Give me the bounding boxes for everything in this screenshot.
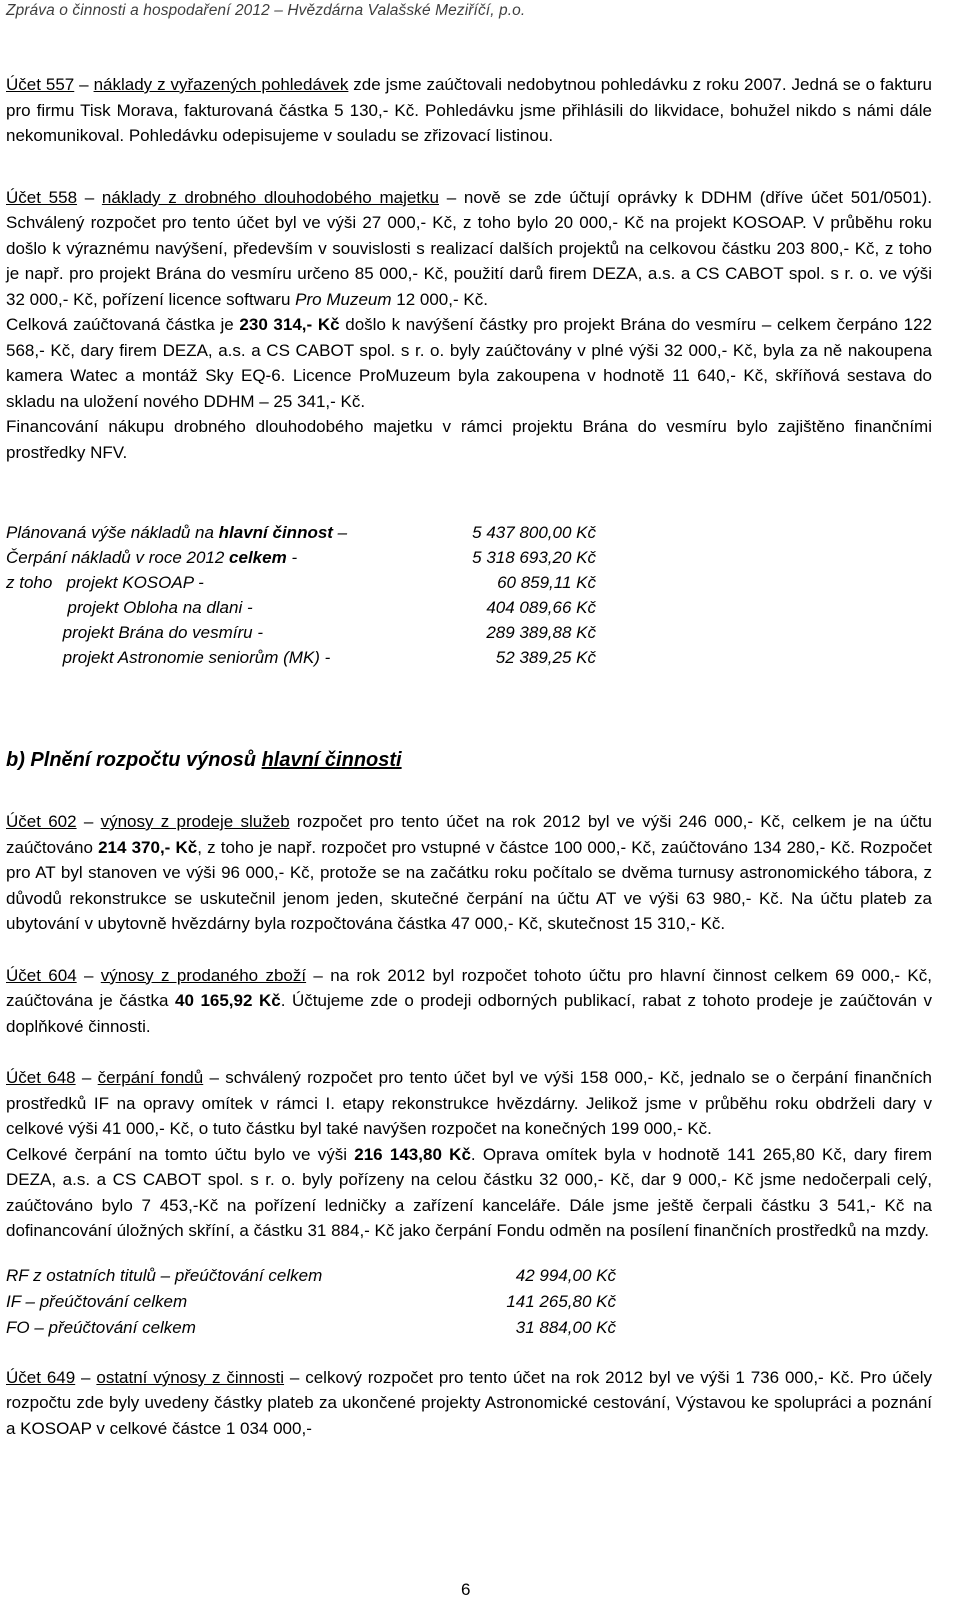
budget-row [6,523,626,548]
budget-value: 60 859,11 Kč [497,573,596,592]
paragraph-account-557: Účet 557 – náklady z vyřazených pohledávek zde jsme zaúčtovali nedobytnou pohledávku z roku 2007. Jedná se o fakturu pro firmu Tisk Morava, fakturovaná částka 5 130,- Kč. Pohledávku jsme přihlásili do likvidace, bohužel nikdo s námi dále nekomunikoval. Pohledávku odepisujeme v souladu se zřizovací listinou. [6,75,932,145]
account-number: Účet 648 [6,1068,76,1087]
paragraph-648-detail: Celkové čerpání na tomto účtu bylo ve výši 216 143,80 Kč. Oprava omítek byla v hodnotě 141 265,80 Kč, dary firem DEZA, a.s. a CS CABOT spol. s r. o. byly pořízeny na celou částku 32 000,- Kč, dar 9 000,- Kč jsme nedočerpali celý, zaúčtováno bylo 7 453,-Kč na pořízení ledničky a zařízení kanceláře. Dále jsme ještě čerpali částku 3 541,- Kč na dofinancování úložných skříní, a částku 31 884,- Kč jako čerpání Fondu odměn na posílení finančních prostředků na mzdy. [6,1144,932,1240]
funds-value: 141 265,80 Kč [506,1291,616,1311]
budget-row [6,598,626,623]
paragraph-account-649: Účet 649 – ostatní výnosy z činnosti – celkový rozpočet pro tento účet na rok 2012 byl ve výši 1 736 000,- Kč. Pro účely rozpočtu zde byly uvedeny částky plateb za ukončené projekty Astronomické cestování, Výstavou ke spolupráci a poznání a KOSOAP v celkové částce 1 034 000,- [6,1367,932,1438]
paragraph-account-604: Účet 604 – výnosy z prodaného zboží – na rok 2012 byl rozpočet tohoto účtu pro hlavní činnost celkem 69 000,- Kč, zaúčtována je částka 40 165,92 Kč. Účtujeme zde o prodeji odborných publikací, rabat z tohoto prodeje je zaúčtován v doplňkové činnosti. [6,965,933,1036]
account-topic: výnosy z prodeje služeb [100,812,290,831]
budget-label: projekt Astronomie seniorům (MK) - [6,648,331,667]
account-number: Účet 557 [6,75,75,94]
budget-row [6,648,626,673]
paragraph-text: nově se zde účtují oprávky k DDHM (dříve účet 501/0501). Schválený rozpočet pro tento účet byl ve výši 27 000,- Kč, z toho bylo 20 000,- Kč na projekt KOSOAP. V průběhu roku došlo k výraznému navýšení, především v souvislosti s realizací dalších projektů na celkovou částku 203 800,- Kč, z toho je např. pro projekt Brána do vesmíru určeno 85 000,- Kč, použití darů firem DEZA, a.s. a CS CABOT spol. s r. o. ve výši 32 000,- Kč, pořízení licence softwaru [6,187,932,309]
budget-value: 52 389,25 Kč [495,648,596,667]
budget-value: 5 318 693,20 Kč [472,548,596,567]
budget-label: z toho projekt KOSOAP - [6,573,204,592]
budget-label: Čerpání nákladů v roce 2012 celkem - [6,548,298,567]
budget-summary [6,495,932,667]
paragraph-text-end: 12 000,- Kč. [391,289,488,309]
total-amount: 230 314,- Kč [239,315,340,334]
funds-row [6,1266,646,1291]
paragraph-account-648: Účet 648 – čerpání fondů – schválený rozpočet pro tento účet byl ve výši 158 000,- Kč, jednalo se o čerpání finančních prostředků IF na opravy omítek v rámci I. etapy rekonstrukce hvězdárny. Jelikož jsme v průběhu roku obdrželi dary v celkové výši 41 000,- Kč, o tuto částku byl také navýšen rozpočet na konečných 199 000,- Kč. [6,1068,933,1138]
account-number: Účet 558 [6,187,78,207]
funds-value: 42 994,00 Kč [515,1265,616,1285]
budget-label: Plánovaná výše nákladů na hlavní činnost – [6,523,348,542]
section-title: b) Plnění rozpočtu výnosů hlavní činnosti [6,749,402,771]
budget-label: projekt Brána do vesmíru - [6,623,263,642]
funds-value: 31 884,00 Kč [515,1317,616,1337]
paragraph-558-total [6,312,932,414]
account-topic: čerpání fondů [97,1068,204,1087]
page-number: 6 [461,1580,471,1599]
paragraph-558-financing: Financování nákupu drobného dlouhodobého majetku v rámci projektu Brána do vesmíru bylo zajištěno finančními prostředky NFV. [6,417,932,462]
funds-label: RF z ostatních titulů – přeúčtování celkem [6,1265,323,1285]
paragraph-text: zde jsme zaúčtovali nedobytnou pohledávku z roku 2007. Jedná se o fakturu pro firmu Tisk Morava, fakturovaná částka 5 130,- Kč. Pohledávku jsme přihlásili do likvidace, bohužel nikdo s námi dále nekomunikoval. Pohledávku odepisujeme v souladu se zřizovací listinou. [6,75,932,145]
funds-summary [6,1266,932,1343]
account-topic: výnosy z prodaného zboží [100,965,307,985]
account-number: Účet 649 [6,1367,76,1387]
funds-row [6,1318,646,1343]
paragraph-account-602: Účet 602 – výnosy z prodeje služeb rozpočet pro tento účet na rok 2012 byl ve výši 246 000,- Kč, celkem je na účtu zaúčtováno 214 370,- Kč, z toho je např. rozpočet pro vstupné v částce 100 000,- Kč, zaúčtováno 134 280,- Kč. Rozpočet pro AT byl stanoven ve výši 96 000,- Kč, protože se na začátku roku počítalo se dvěma turnusy astronomického tábora, z důvodů rekonstrukce se uskutečnil jenom jeden, skutečné čerpání na účtu AT ve výši 63 980,- Kč. Na účtu plateb za ubytování v ubytovně hvězdárny byla rozpočtována částka 47 000,- Kč, skutečnost 15 310,- Kč. [6,812,933,933]
software-name: Pro Muzeum [295,289,392,309]
budget-value: 289 389,88 Kč [486,623,596,642]
total-text: Celková zaúčtovaná částka je [6,315,240,334]
funds-label: IF – přeúčtování celkem [6,1291,188,1311]
funds-label: FO – přeúčtování celkem [6,1317,196,1337]
budget-row [6,623,626,648]
budget-row [6,548,626,573]
budget-value: 5 437 800,00 Kč [472,523,596,542]
funds-row [6,1292,646,1317]
account-number: Účet 602 [6,812,77,831]
account-topic: náklady z vyřazených pohledávek [93,75,349,94]
budget-value: 404 089,66 Kč [486,598,596,617]
paragraph-account-558: Účet 558 – náklady z drobného dlouhodobého majetku – nově se zde účtují oprávky k DDHM (dříve účet 501/0501). Schválený rozpočet pro tento účet byl ve výši 27 000,- Kč, z toho bylo 20 000,- Kč na projekt KOSOAP. V průběhu roku došlo k výraznému navýšení, především v souvislosti s realizací dalších projektů na celkovou částku 203 800,- Kč, z toho je např. pro projekt Brána do vesmíru určeno 85 000,- Kč, použití darů firem DEZA, a.s. a CS CABOT spol. s r. o. ve výši 32 000,- Kč, pořízení licence softwaru Pro Muzeum 12 000,- Kč. [6,187,932,309]
page-content [6,72,932,1441]
account-topic: ostatní výnosy z činnosti [96,1367,285,1387]
budget-label: projekt Obloha na dlani - [6,598,253,617]
total-text-post: došlo k navýšení částky pro projekt Brána do vesmíru – celkem čerpáno 122 568,- Kč, dary firem DEZA, a.s. a CS CABOT spol. s r. o. byly zaúčtovány v plné výši 32 000,- Kč, byla za ně nakoupena kamera Watec a montáž Sky EQ-6. Licence ProMuzeum byla zakoupena v hodnotě 11 640,- Kč, skříňová sestava do skladu na uložení nového DDHM – 25 341,- Kč. [6,315,933,411]
document-header: Zpráva o činnosti a hospodaření 2012 – Hvězdárna Valašské Meziříčí, p.o. [6,2,526,19]
account-topic: náklady z drobného dlouhodobého majetku [101,187,439,207]
budget-row [6,573,626,598]
account-number: Účet 604 [6,965,77,985]
